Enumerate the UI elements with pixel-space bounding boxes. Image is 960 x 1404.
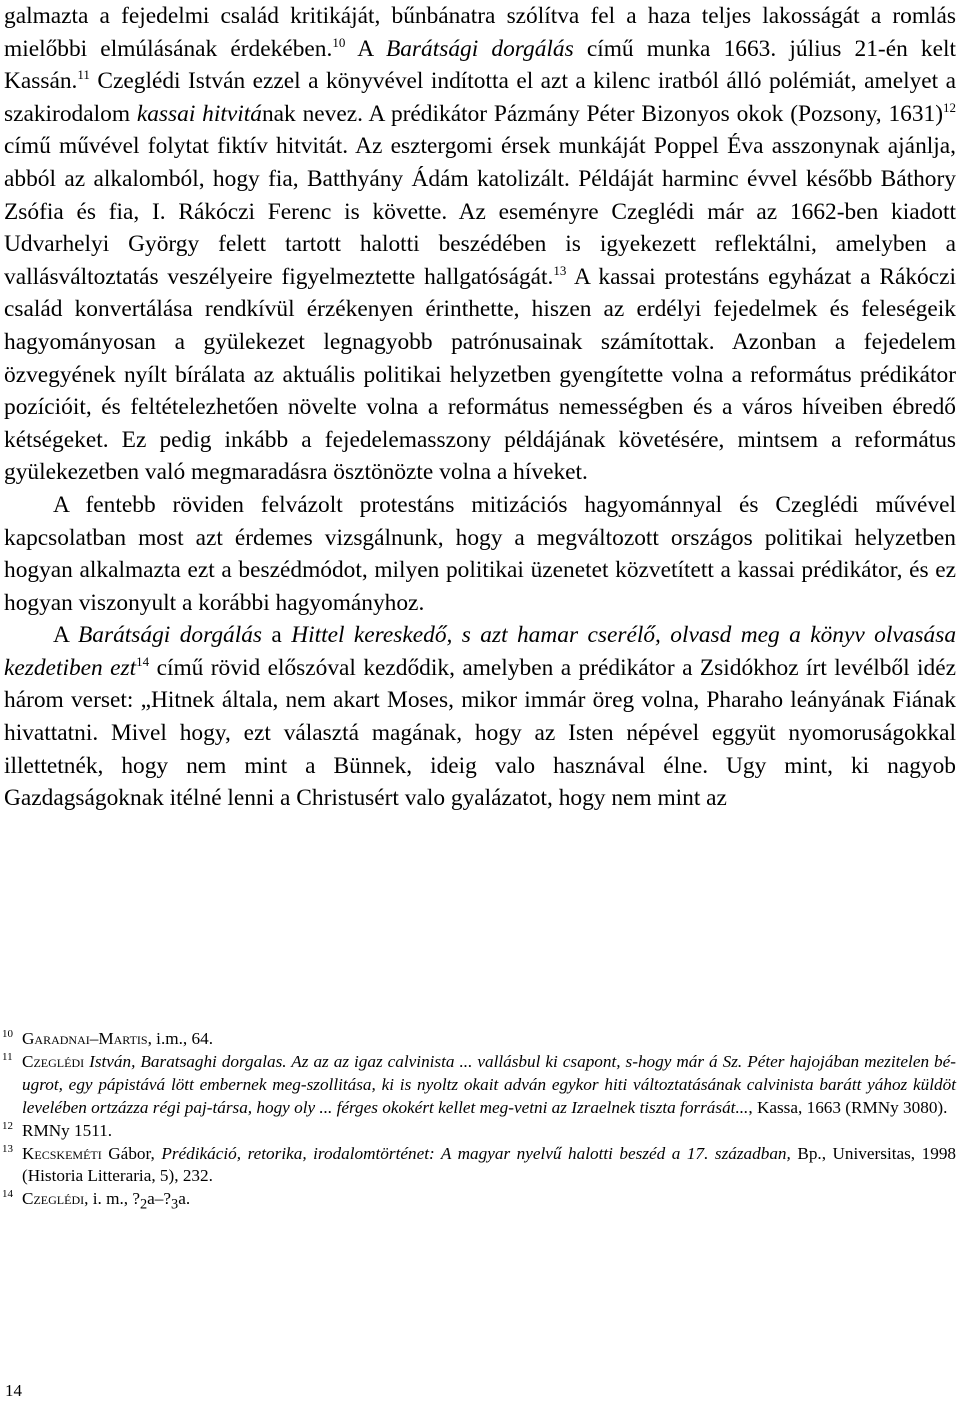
footnote (4, 1051, 956, 1120)
text-run: Gábor, (101, 1143, 162, 1163)
text-run: , i. m., ? (84, 1189, 140, 1209)
text-run: A (345, 35, 386, 62)
subscript: 2 (139, 1196, 148, 1213)
footnote (4, 1120, 956, 1143)
footnote (4, 1188, 956, 1216)
footnotes (4, 1028, 956, 1217)
paragraph (4, 0, 956, 489)
italic-text: Prédikáció, retorika, irodalomtörténet: A magyar nyelvű halotti beszéd a 17. században, (161, 1143, 791, 1163)
author-name: Czeglédi (22, 1051, 85, 1071)
footnote-number: 12 (2, 1119, 13, 1132)
text-run: a. (178, 1189, 191, 1209)
footnote-number: 10 (2, 1028, 13, 1040)
text-run: A fentebb röviden felvázolt protestáns mitizációs hagyománnyal és Czeglédi művével kapcsolatban most azt érdemes vizsgálnunk, hogy a megváltozott országos politikai helyzetben hogyan alkalmazta ezt a beszédmódot, milyen politikai üzenetet közvetített a kassai prédikátor, és ez hogyan viszonyult a korábbi hagyományhoz. (4, 491, 956, 616)
italic-text: István, Baratsaghi dorgalas. Az az az igaz calvinista ... vallásbul ki csapont, s-hogy már á Sz. Péter hajojában mezitelen bé- ugrot, egy pápistává lött embernek meg-szollitása, ki is nyoltz okait adván egykor hiti változtatásának calvinista barátt yához küldöt levelében ortzázza régi paj-társa, hogy oly ... férges okokért kellet meg-vetni az Izraelnek tiszta forrását... (22, 1051, 956, 1117)
footnote-ref: 11 (77, 67, 90, 83)
body-text (4, 0, 956, 815)
italic-text: kassai hitvitá (136, 100, 262, 127)
footnote-ref: 12 (943, 99, 957, 115)
text-run: , Kassa, 1663 (RMNy 3080). (748, 1097, 948, 1117)
text-run: nak nevez. A prédikátor Pázmány Péter Bizonyos okok (Pozsony, 1631) (261, 100, 944, 127)
page-number: 14 (5, 1381, 22, 1400)
text-run: A kassai protestáns egyházat a Rákóczi család konvertálása rendkívül érzékenyen érinthette, hiszen az erdélyi fejedelmek és feleségeik hagyományosan a gyülekezet legnagyobb patrónusainak számítottak. Azonban a fejedelem özvegyének nyílt bírálata az aktuális politikai helyzetben gyengítette volna a református prédikátor pozícióit, és feltételezhetően növelte volna a református nemességben és a város híveiben ébredő kétségeket. Ez pedig inkább a fejedelemasszony példájának követésére, mintsem a református gyülekezetben való megmaradásra ösztönözte volna a híveket. (4, 263, 957, 486)
footnote-number: 11 (2, 1050, 13, 1063)
footnote (4, 1028, 956, 1051)
footnote-number: 13 (2, 1142, 13, 1155)
text-run: RMNy 1511. (22, 1120, 113, 1140)
author-name: Garadnai–Martis (22, 1029, 148, 1048)
text-run: Bp., Universitas, 1998 (Historia Litteraria, 5), 232. (22, 1143, 957, 1186)
author-name: Kecskeméti (22, 1143, 102, 1163)
paragraph (4, 619, 956, 815)
footnote-ref: 10 (332, 34, 346, 50)
text-run: című munka 1663. július 21-én kelt Kassán. (4, 35, 957, 95)
footnote-ref: 14 (136, 653, 150, 669)
italic-text: Barátsági dorgálás (385, 35, 574, 62)
text-run: , i.m., 64. (147, 1029, 213, 1048)
text-run: című rövid előszóval kezdődik, amelyben a prédikátor a Zsidókhoz írt levélből idéz három verset: „Hitnek általa, nem akart Moses, mikor immár öreg volna, Pharaho leányának Fiának hivattatni. Mivel hogy, ezt választá magának, hogy az Isten népével eggyüt nyomoruságokkal illettetnék, hogy nem mint a Bünnek, ideig valo hasznával élne. Ugy mint, ki nagyob Gazdagságoknak itélné lenni a Christusért valo gyalázatot, hogy nem mint az (4, 654, 957, 812)
text-run: a–? (147, 1189, 172, 1209)
footnote-ref: 13 (553, 262, 567, 278)
paragraph (4, 489, 956, 619)
text-run: A (53, 622, 79, 649)
author-name: Czeglédi (22, 1189, 85, 1209)
text-run: Czeglédi István ezzel a könyvével indította el azt a kilenc iratból álló polémiát, amelyet a szakirodalom (4, 68, 956, 127)
text-run: galmazta a fejedelmi család kritikáját, bűnbánatra szólítva fel a haza teljes lakosságát a romlás mielőbbi elmúlásának érdekében. (4, 3, 956, 62)
italic-text: Barátsági dorgálás (78, 622, 263, 649)
subscript: 3 (171, 1196, 179, 1213)
footnote-number: 14 (2, 1188, 13, 1201)
text-run: című művével folytat fiktív hitvitát. Az esztergomi érsek munkáját Poppel Éva asszonynak ajánlja, abból az alkalomból, hogy fia, Batthyány Ádám katolizált. Példáját harminc évvel később Báthory Zsófia és fia, I. Rákóczi Ferenc is követte. Az eseményre Czeglédi már az 1662-ben kiadott Udvarhelyi György felett tartott halotti beszédében is igyekezett reflektálni, amelyben a vallásváltoztatás veszélyeire figyelmeztette hallgatóságát. (4, 133, 956, 290)
footnote (4, 1143, 956, 1189)
italic-text: Hittel kereskedő, s azt hamar cserélő, olvasd meg a könyv olvasása kezdetiben ezt (4, 622, 957, 681)
text-run: a (262, 622, 292, 649)
